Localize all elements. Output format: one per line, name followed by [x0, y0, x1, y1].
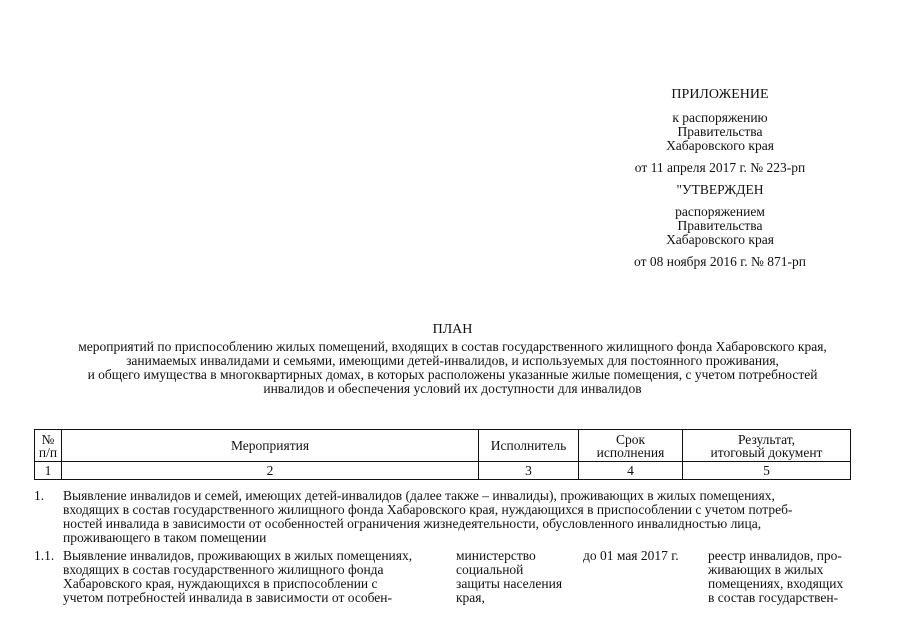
row-executor: министерство социальной защиты населения края, — [456, 548, 563, 605]
header-activity: Мероприятия — [62, 430, 479, 462]
plan-subtitle — [20, 340, 885, 396]
appendix-line: Хабаровского края — [666, 232, 774, 247]
col-number-cell: 1 — [35, 462, 62, 480]
approved-date: от 08 ноября 2016 г. № 871-рп — [634, 254, 806, 269]
appendix-date: от 11 апреля 2017 г. № 223-рп — [634, 160, 806, 175]
section-number: 1. — [34, 488, 45, 503]
plan-subtitle-line: мероприятий по приспособлению жилых помещений, входящих в состав государственного жилищного фонда Хабаровского края, — [78, 339, 827, 354]
col-number-cell: 2 — [62, 462, 479, 480]
appendix-line: распоряжением — [675, 204, 765, 219]
header-executor: Исполнитель — [479, 430, 579, 462]
approved-label: "УТВЕРЖДЕН — [676, 182, 764, 197]
col-number-cell: 3 — [479, 462, 579, 480]
section-text: Выявление инвалидов и семей, имеющих детей-инвалидов (далее также – инвалиды), проживающих в жилых помещениях, входящих в состав государственного жилищного фонда Хабаровского края, нуждающихся в приспособлении с учетом потреб- ностей инвалида в зависимости от особенностей ограничения жизнедеятельности, обусловленного инвалидностью лица, проживающего в таком помещении — [63, 488, 793, 545]
appendix-line: Правительства — [677, 218, 763, 233]
header-result: Результат, итоговый документ — [683, 430, 851, 462]
col-number-cell: 4 — [579, 462, 683, 480]
col-number-cell: 5 — [683, 462, 851, 480]
row-activity: Выявление инвалидов, проживающих в жилых помещениях, входящих в состав государственного жилищного фонда Хабаровского края, нуждающихся в приспособлении с учетом потребностей инвалида в зависимости от особен- — [63, 548, 413, 605]
plan-subtitle-line: инвалидов и обеспечения условий их доступности для инвалидов — [263, 381, 642, 396]
appendix-title: ПРИЛОЖЕНИЕ — [671, 87, 769, 102]
plan-table-header — [34, 429, 851, 480]
appendix-line: Правительства — [677, 124, 763, 139]
header-num: № п/п — [35, 430, 62, 462]
plan-title: ПЛАН — [432, 322, 473, 337]
plan-subtitle-line: занимаемых инвалидами и семьями, имеющими детей-инвалидов, и используемых для постоянного проживания, — [126, 353, 779, 368]
row-term: до 01 мая 2017 г. — [583, 548, 679, 563]
appendix-line: к распоряжению — [672, 110, 768, 125]
header-term: Срок исполнения — [579, 430, 683, 462]
row-result: реестр инвалидов, про- живающих в жилых помещениях, входящих в состав государствен- — [708, 548, 844, 605]
appendix-block — [600, 88, 840, 269]
row-number: 1.1. — [34, 548, 55, 563]
plan-subtitle-line: и общего имущества в многоквартирных домах, в которых расположены указанные жилые помещения, с учетом потребностей — [87, 367, 818, 382]
appendix-line: Хабаровского края — [666, 138, 774, 153]
